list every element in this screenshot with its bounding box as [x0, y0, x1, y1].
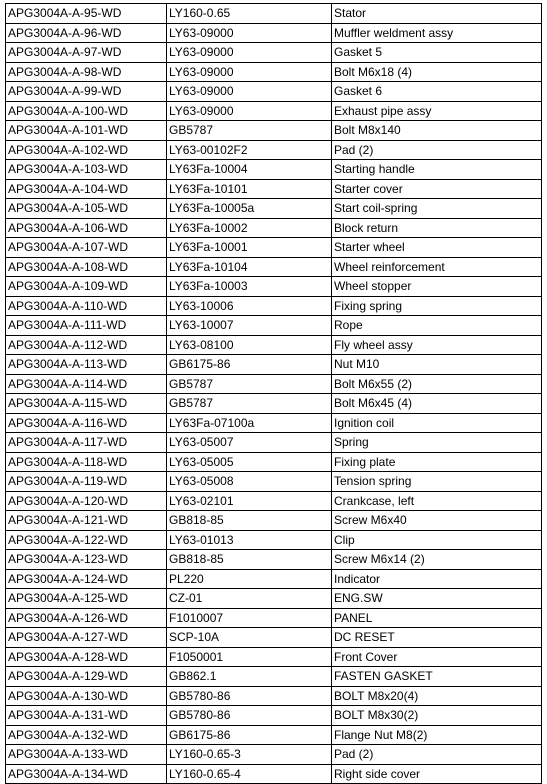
table-row	[6, 394, 542, 414]
description-cell: Starter cover	[332, 179, 542, 199]
description-cell: Tension spring	[332, 472, 542, 492]
description-cell: Start coil-spring	[332, 199, 542, 219]
drawing-number-cell: LY63Fa-10005a	[167, 199, 332, 219]
drawing-number-cell: LY63Fa-10101	[167, 179, 332, 199]
part-number-cell: APG3004A-A-114-WD	[6, 374, 167, 394]
drawing-number-cell: LY63-05007	[167, 433, 332, 453]
table-row	[6, 101, 542, 121]
table-row	[6, 296, 542, 316]
table-row	[6, 121, 542, 141]
drawing-number-cell: PL220	[167, 569, 332, 589]
drawing-number-cell: GB5787	[167, 121, 332, 141]
drawing-number-cell: GB5787	[167, 394, 332, 414]
part-number-cell: APG3004A-A-131-WD	[6, 706, 167, 726]
drawing-number-cell: LY63Fa-10004	[167, 160, 332, 180]
table-row	[6, 725, 542, 745]
part-number-cell: APG3004A-A-105-WD	[6, 199, 167, 219]
part-number-cell: APG3004A-A-97-WD	[6, 43, 167, 63]
description-cell: Indicator	[332, 569, 542, 589]
part-number-cell: APG3004A-A-108-WD	[6, 257, 167, 277]
description-cell: Bolt M6x45 (4)	[332, 394, 542, 414]
description-cell: Flange Nut M8(2)	[332, 725, 542, 745]
description-cell: Screw M6x40	[332, 511, 542, 531]
description-cell: Bolt M8x140	[332, 121, 542, 141]
drawing-number-cell: LY63Fa-10002	[167, 218, 332, 238]
part-number-cell: APG3004A-A-121-WD	[6, 511, 167, 531]
description-cell: Bolt M6x55 (2)	[332, 374, 542, 394]
drawing-number-cell: GB5780-86	[167, 686, 332, 706]
table-row	[6, 647, 542, 667]
part-number-cell: APG3004A-A-109-WD	[6, 277, 167, 297]
table-row	[6, 199, 542, 219]
drawing-number-cell: LY63Fa-10001	[167, 238, 332, 258]
description-cell: Gasket 6	[332, 82, 542, 102]
description-cell: Exhaust pipe assy	[332, 101, 542, 121]
part-number-cell: APG3004A-A-124-WD	[6, 569, 167, 589]
description-cell: Starting handle	[332, 160, 542, 180]
table-row	[6, 569, 542, 589]
part-number-cell: APG3004A-A-113-WD	[6, 355, 167, 375]
parts-table	[5, 3, 542, 784]
part-number-cell: APG3004A-A-100-WD	[6, 101, 167, 121]
description-cell: Ignition coil	[332, 413, 542, 433]
part-number-cell: APG3004A-A-115-WD	[6, 394, 167, 414]
description-cell: DC RESET	[332, 628, 542, 648]
table-row	[6, 530, 542, 550]
table-row	[6, 511, 542, 531]
drawing-number-cell: F1050001	[167, 647, 332, 667]
description-cell: ENG.SW	[332, 589, 542, 609]
part-number-cell: APG3004A-A-120-WD	[6, 491, 167, 511]
description-cell: Fixing plate	[332, 452, 542, 472]
drawing-number-cell: GB5787	[167, 374, 332, 394]
part-number-cell: APG3004A-A-112-WD	[6, 335, 167, 355]
part-number-cell: APG3004A-A-132-WD	[6, 725, 167, 745]
part-number-cell: APG3004A-A-106-WD	[6, 218, 167, 238]
part-number-cell: APG3004A-A-130-WD	[6, 686, 167, 706]
drawing-number-cell: LY63-10006	[167, 296, 332, 316]
table-row	[6, 335, 542, 355]
description-cell: Gasket 5	[332, 43, 542, 63]
part-number-cell: APG3004A-A-99-WD	[6, 82, 167, 102]
parts-list-sheet	[5, 3, 542, 784]
description-cell: Rope	[332, 316, 542, 336]
description-cell: Stator	[332, 4, 542, 24]
table-row	[6, 706, 542, 726]
table-row	[6, 413, 542, 433]
drawing-number-cell: LY63Fa-10003	[167, 277, 332, 297]
description-cell: Fixing spring	[332, 296, 542, 316]
description-cell: BOLT M8x20(4)	[332, 686, 542, 706]
table-row	[6, 257, 542, 277]
table-row	[6, 316, 542, 336]
table-row	[6, 218, 542, 238]
table-row	[6, 277, 542, 297]
drawing-number-cell: LY63-09000	[167, 43, 332, 63]
description-cell: PANEL	[332, 608, 542, 628]
part-number-cell: APG3004A-A-127-WD	[6, 628, 167, 648]
table-row	[6, 686, 542, 706]
parts-table-body	[6, 4, 542, 784]
table-row	[6, 764, 542, 784]
drawing-number-cell: GB6175-86	[167, 725, 332, 745]
drawing-number-cell: LY63-02101	[167, 491, 332, 511]
drawing-number-cell: GB818-85	[167, 511, 332, 531]
part-number-cell: APG3004A-A-107-WD	[6, 238, 167, 258]
table-row	[6, 452, 542, 472]
drawing-number-cell: SCP-10A	[167, 628, 332, 648]
description-cell: Crankcase, left	[332, 491, 542, 511]
description-cell: Pad (2)	[332, 745, 542, 765]
description-cell: Front Cover	[332, 647, 542, 667]
table-row	[6, 374, 542, 394]
description-cell: Clip	[332, 530, 542, 550]
part-number-cell: APG3004A-A-104-WD	[6, 179, 167, 199]
table-row	[6, 745, 542, 765]
drawing-number-cell: LY63-10007	[167, 316, 332, 336]
part-number-cell: APG3004A-A-103-WD	[6, 160, 167, 180]
description-cell: Bolt M6x18 (4)	[332, 62, 542, 82]
part-number-cell: APG3004A-A-102-WD	[6, 140, 167, 160]
drawing-number-cell: LY63-09000	[167, 62, 332, 82]
drawing-number-cell: LY63-09000	[167, 23, 332, 43]
table-row	[6, 667, 542, 687]
table-row	[6, 140, 542, 160]
table-row	[6, 23, 542, 43]
table-row	[6, 608, 542, 628]
table-row	[6, 238, 542, 258]
part-number-cell: APG3004A-A-126-WD	[6, 608, 167, 628]
description-cell: Screw M6x14 (2)	[332, 550, 542, 570]
description-cell: Wheel reinforcement	[332, 257, 542, 277]
description-cell: Muffler weldment assy	[332, 23, 542, 43]
table-row	[6, 433, 542, 453]
table-row	[6, 355, 542, 375]
part-number-cell: APG3004A-A-128-WD	[6, 647, 167, 667]
table-row	[6, 179, 542, 199]
drawing-number-cell: LY63Fa-10104	[167, 257, 332, 277]
part-number-cell: APG3004A-A-123-WD	[6, 550, 167, 570]
part-number-cell: APG3004A-A-96-WD	[6, 23, 167, 43]
description-cell: Starter wheel	[332, 238, 542, 258]
drawing-number-cell: GB6175-86	[167, 355, 332, 375]
table-row	[6, 589, 542, 609]
drawing-number-cell: CZ-01	[167, 589, 332, 609]
drawing-number-cell: GB5780-86	[167, 706, 332, 726]
part-number-cell: APG3004A-A-133-WD	[6, 745, 167, 765]
part-number-cell: APG3004A-A-98-WD	[6, 62, 167, 82]
drawing-number-cell: LY160-0.65-4	[167, 764, 332, 784]
table-row	[6, 472, 542, 492]
part-number-cell: APG3004A-A-134-WD	[6, 764, 167, 784]
drawing-number-cell: LY63-01013	[167, 530, 332, 550]
table-row	[6, 550, 542, 570]
drawing-number-cell: LY63-08100	[167, 335, 332, 355]
part-number-cell: APG3004A-A-95-WD	[6, 4, 167, 24]
part-number-cell: APG3004A-A-110-WD	[6, 296, 167, 316]
part-number-cell: APG3004A-A-118-WD	[6, 452, 167, 472]
description-cell: Fly wheel assy	[332, 335, 542, 355]
drawing-number-cell: LY63-09000	[167, 82, 332, 102]
description-cell: Right side cover	[332, 764, 542, 784]
description-cell: BOLT M8x30(2)	[332, 706, 542, 726]
description-cell: Spring	[332, 433, 542, 453]
drawing-number-cell: LY160-0.65	[167, 4, 332, 24]
table-row	[6, 82, 542, 102]
drawing-number-cell: GB862.1	[167, 667, 332, 687]
drawing-number-cell: GB818-85	[167, 550, 332, 570]
drawing-number-cell: LY63Fa-07100a	[167, 413, 332, 433]
part-number-cell: APG3004A-A-101-WD	[6, 121, 167, 141]
description-cell: Pad (2)	[332, 140, 542, 160]
drawing-number-cell: LY160-0.65-3	[167, 745, 332, 765]
part-number-cell: APG3004A-A-122-WD	[6, 530, 167, 550]
table-row	[6, 62, 542, 82]
part-number-cell: APG3004A-A-129-WD	[6, 667, 167, 687]
part-number-cell: APG3004A-A-125-WD	[6, 589, 167, 609]
table-row	[6, 4, 542, 24]
part-number-cell: APG3004A-A-117-WD	[6, 433, 167, 453]
description-cell: FASTEN GASKET	[332, 667, 542, 687]
description-cell: Block return	[332, 218, 542, 238]
drawing-number-cell: F1010007	[167, 608, 332, 628]
part-number-cell: APG3004A-A-111-WD	[6, 316, 167, 336]
drawing-number-cell: LY63-09000	[167, 101, 332, 121]
drawing-number-cell: LY63-05008	[167, 472, 332, 492]
table-row	[6, 43, 542, 63]
part-number-cell: APG3004A-A-119-WD	[6, 472, 167, 492]
table-row	[6, 160, 542, 180]
part-number-cell: APG3004A-A-116-WD	[6, 413, 167, 433]
table-row	[6, 628, 542, 648]
description-cell: Wheel stopper	[332, 277, 542, 297]
table-row	[6, 491, 542, 511]
drawing-number-cell: LY63-05005	[167, 452, 332, 472]
description-cell: Nut M10	[332, 355, 542, 375]
drawing-number-cell: LY63-00102F2	[167, 140, 332, 160]
